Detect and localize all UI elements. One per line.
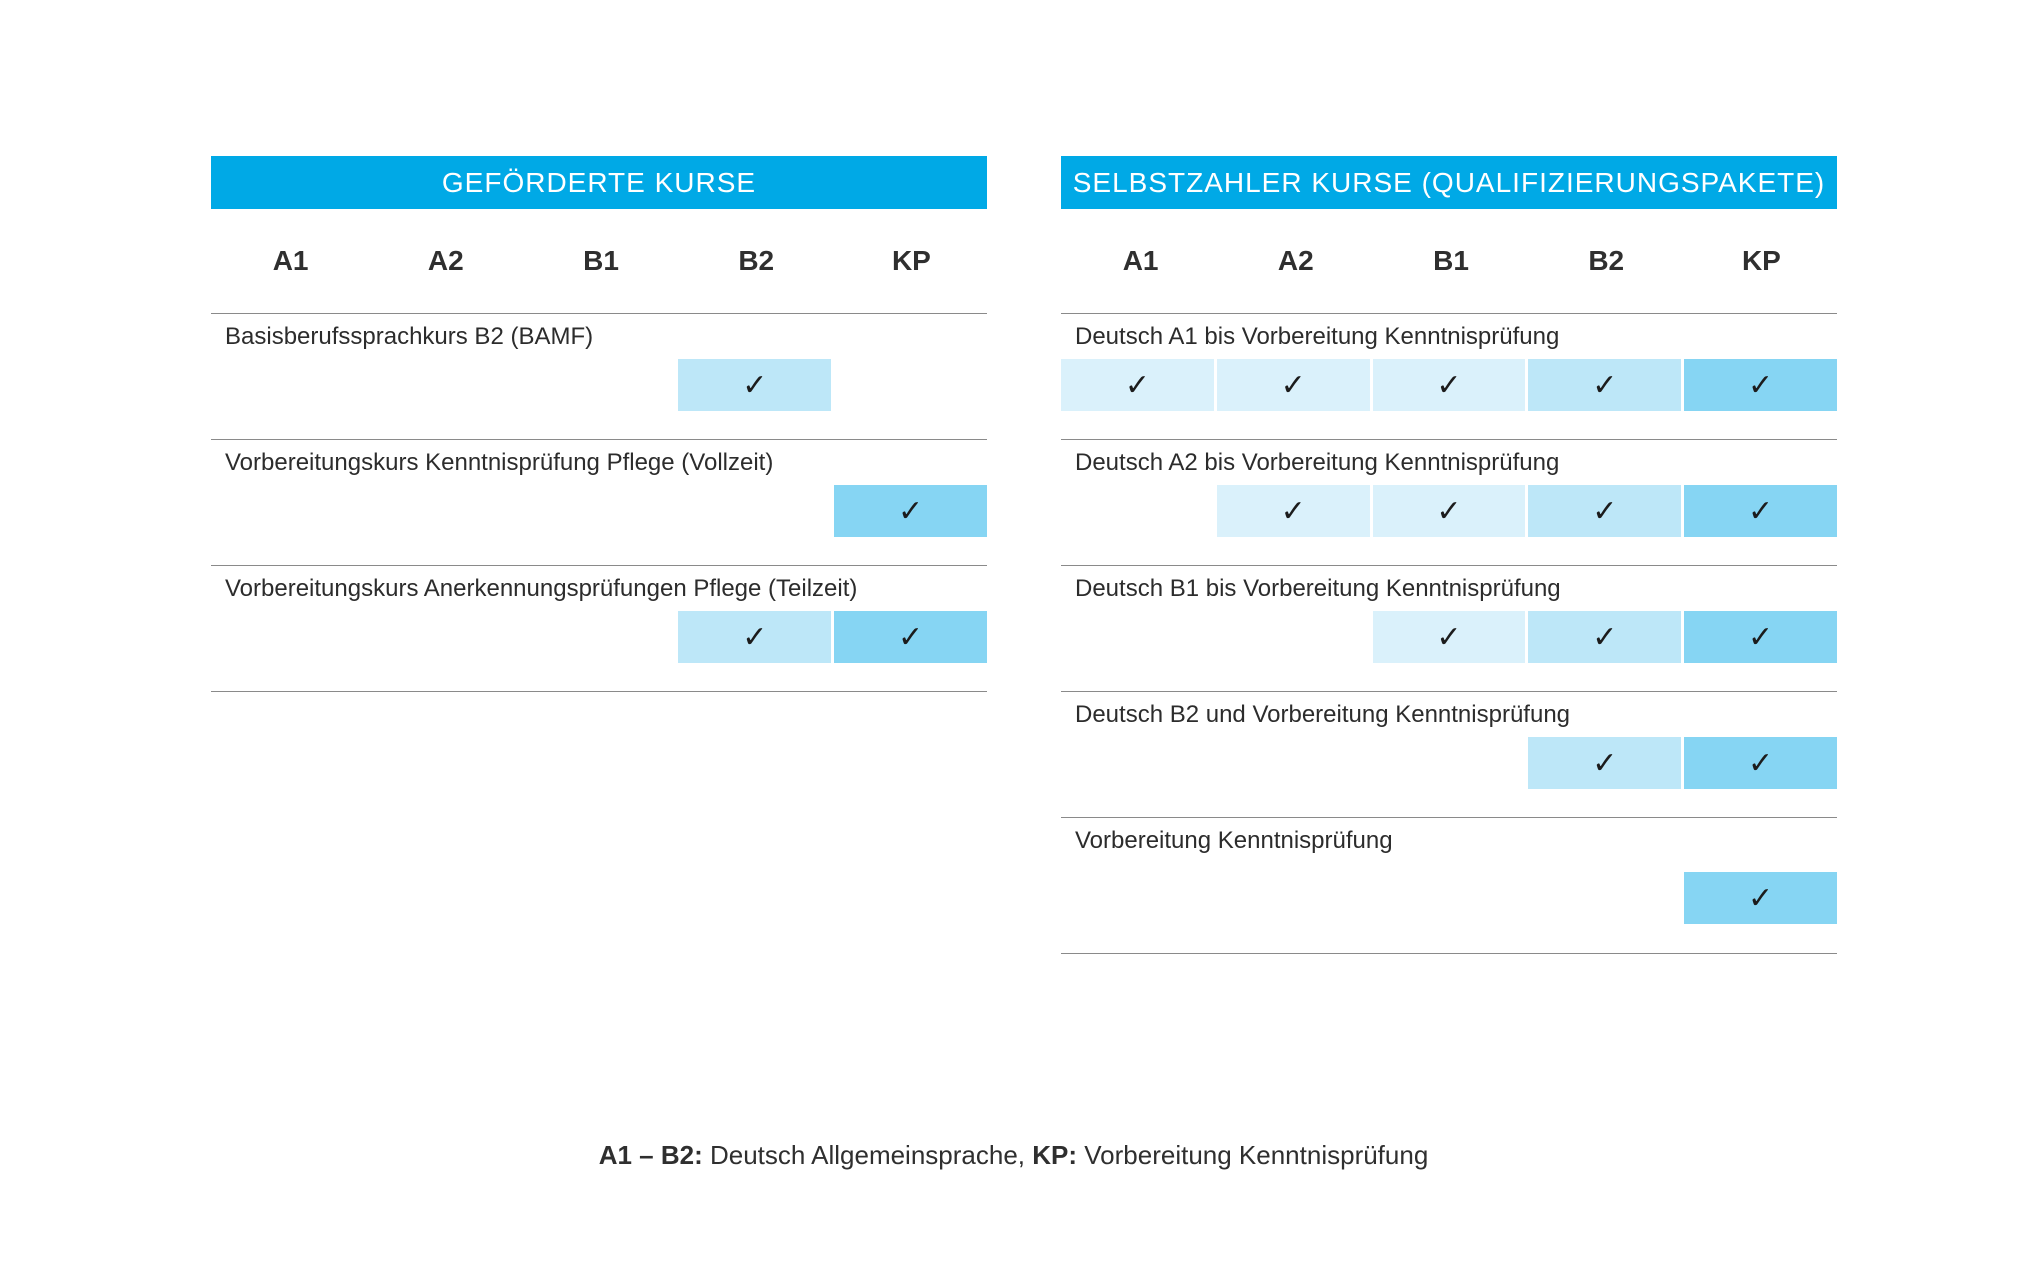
course-level-cells <box>1061 737 1837 789</box>
level-cell-a2 <box>1217 485 1370 537</box>
checkmark-icon: ✓ <box>1748 746 1774 780</box>
selbstzahler-table <box>1061 156 1837 954</box>
checkmark-icon: ✓ <box>1748 881 1774 915</box>
level-cell-kp <box>834 359 987 411</box>
level-cell-kp <box>1684 737 1837 789</box>
level-cell-b2 <box>1528 611 1681 663</box>
level-cell-a1 <box>1061 872 1214 924</box>
level-cell-b2 <box>1528 872 1681 924</box>
legend-levels-key: A1 – B2: <box>598 1140 703 1170</box>
checkmark-icon: ✓ <box>1436 368 1462 402</box>
course-level-cells <box>1061 485 1837 537</box>
course-level-cells <box>1061 611 1837 663</box>
level-label-a1: A1 <box>1122 245 1159 276</box>
level-cell-b1 <box>1373 611 1526 663</box>
level-cell-kp <box>1684 611 1837 663</box>
checkmark-icon: ✓ <box>1592 494 1618 528</box>
level-cell-a1 <box>211 485 364 537</box>
checkmark-icon: ✓ <box>1280 494 1306 528</box>
checkmark-icon: ✓ <box>1592 746 1618 780</box>
checkmark-icon: ✓ <box>742 620 768 654</box>
course-row <box>1061 818 1837 954</box>
checkmark-icon: ✓ <box>1592 620 1618 654</box>
checkmark-icon: ✓ <box>1748 494 1774 528</box>
course-level-cells <box>211 359 987 411</box>
course-title: Vorbereitungskurs Kenntnisprüfung Pflege (Vollzeit) <box>225 449 774 476</box>
checkmark-icon: ✓ <box>898 620 924 654</box>
level-cell-kp <box>1684 359 1837 411</box>
checkmark-icon: ✓ <box>1436 620 1462 654</box>
level-cell-b2 <box>1528 359 1681 411</box>
level-cell-a2 <box>367 611 520 663</box>
table-header-foerderkurse: GEFÖRDERTE KURSE <box>211 156 987 209</box>
level-cell-a2 <box>1217 737 1370 789</box>
level-cell-kp <box>1684 485 1837 537</box>
level-cell-a2 <box>367 485 520 537</box>
level-cell-b2 <box>1528 737 1681 789</box>
level-cell-a1 <box>1061 611 1214 663</box>
level-cell-a1 <box>1061 485 1214 537</box>
course-title: Basisberufssprachkurs B2 (BAMF) <box>225 323 594 350</box>
level-cell-a2 <box>1217 359 1370 411</box>
course-title: Deutsch A2 bis Vorbereitung Kenntnisprüfung <box>1075 449 1560 476</box>
level-cell-kp <box>834 611 987 663</box>
course-title: Deutsch B2 und Vorbereitung Kenntnisprüfung <box>1075 701 1571 728</box>
level-cell-kp <box>834 485 987 537</box>
legend-kp-key: KP: <box>1032 1140 1078 1170</box>
checkmark-icon: ✓ <box>742 368 768 402</box>
checkmark-icon: ✓ <box>1280 368 1306 402</box>
level-label-b1: B1 <box>583 245 619 276</box>
level-label-a2: A2 <box>427 245 464 276</box>
checkmark-icon: ✓ <box>1748 368 1774 402</box>
level-cell-b2 <box>678 611 831 663</box>
level-label-a2: A2 <box>1277 245 1314 276</box>
level-header-row <box>1061 209 1837 314</box>
level-cell-a2 <box>1217 872 1370 924</box>
course-title: Deutsch B1 bis Vorbereitung Kenntnisprüfung <box>1075 575 1561 602</box>
level-cell-b2 <box>678 359 831 411</box>
course-row <box>1061 692 1837 818</box>
course-level-cells <box>1061 872 1837 924</box>
course-row <box>211 440 987 566</box>
course-row <box>211 566 987 692</box>
level-header-row <box>211 209 987 314</box>
course-row <box>1061 566 1837 692</box>
course-title: Vorbereitung Kenntnisprüfung <box>1075 827 1393 854</box>
checkmark-icon: ✓ <box>1124 368 1150 402</box>
level-cell-b2 <box>678 485 831 537</box>
table-header-selbstzahler: SELBSTZAHLER KURSE (QUALIFIZIERUNGSPAKETE) <box>1061 156 1837 209</box>
level-cell-b1 <box>523 611 676 663</box>
level-cell-a2 <box>1217 611 1370 663</box>
level-cell-a1 <box>211 359 364 411</box>
level-label-b1: B1 <box>1433 245 1469 276</box>
level-label-a1: A1 <box>272 245 309 276</box>
level-cell-b1 <box>1373 872 1526 924</box>
level-cell-b1 <box>523 485 676 537</box>
course-row <box>1061 440 1837 566</box>
course-row <box>1061 314 1837 440</box>
level-label-b2: B2 <box>1588 245 1625 276</box>
level-cell-a1 <box>1061 737 1214 789</box>
level-label-kp: KP <box>1741 245 1781 276</box>
level-cell-kp <box>1684 872 1837 924</box>
level-cell-b1 <box>1373 737 1526 789</box>
checkmark-icon: ✓ <box>1592 368 1618 402</box>
course-title: Vorbereitungskurs Anerkennungsprüfungen Pflege (Teilzeit) <box>225 575 858 602</box>
course-level-cells <box>1061 359 1837 411</box>
course-title: Deutsch A1 bis Vorbereitung Kenntnisprüfung <box>1075 323 1560 350</box>
level-label-kp: KP <box>891 245 931 276</box>
checkmark-icon: ✓ <box>1436 494 1462 528</box>
level-cell-a1 <box>1061 359 1214 411</box>
level-label-b2: B2 <box>738 245 775 276</box>
checkmark-icon: ✓ <box>1748 620 1774 654</box>
level-cell-a2 <box>367 359 520 411</box>
course-row <box>211 314 987 440</box>
checkmark-icon: ✓ <box>898 494 924 528</box>
legend-kp-text: Vorbereitung Kenntnisprüfung <box>1077 1140 1429 1170</box>
level-cell-a1 <box>211 611 364 663</box>
level-cell-b1 <box>1373 485 1526 537</box>
foerderkurse-table <box>211 156 987 692</box>
level-cell-b1 <box>523 359 676 411</box>
course-level-cells <box>211 485 987 537</box>
legend <box>0 1140 2027 1171</box>
legend-levels-text: Deutsch Allgemeinsprache, <box>702 1140 1033 1170</box>
level-cell-b2 <box>1528 485 1681 537</box>
course-level-cells <box>211 611 987 663</box>
level-cell-b1 <box>1373 359 1526 411</box>
